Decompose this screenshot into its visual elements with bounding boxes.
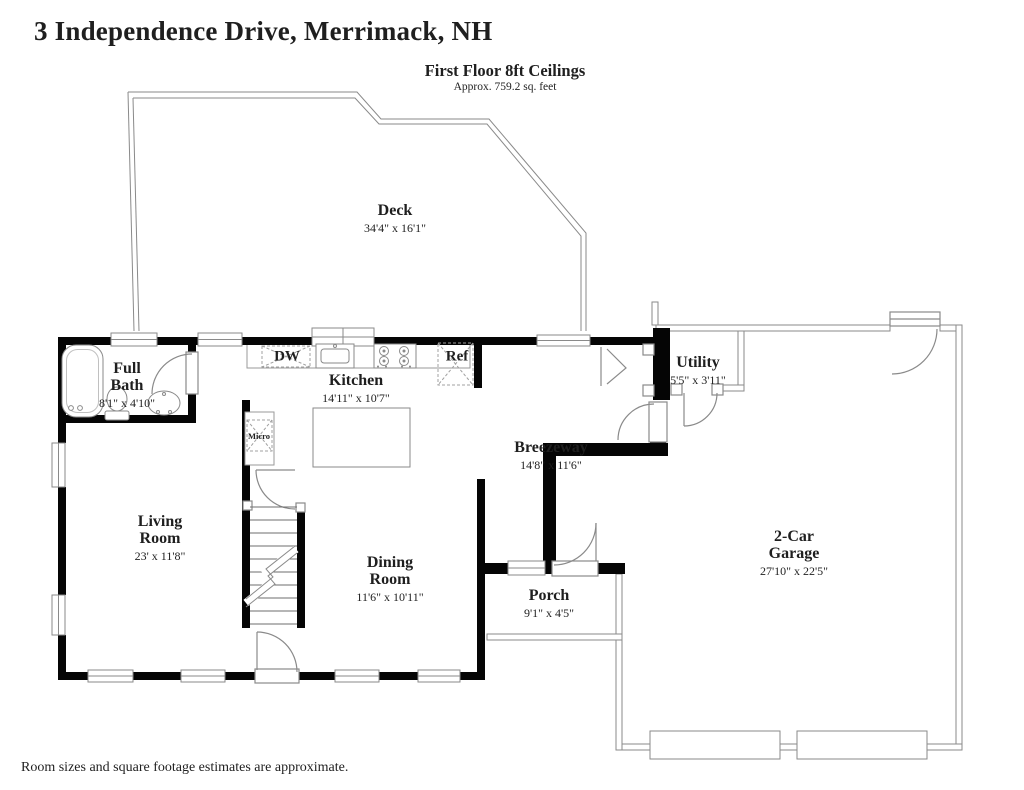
room-dims: 14'11" x 10'7" [322, 390, 390, 405]
utility-door [671, 384, 723, 426]
refrigerator-label: Ref [445, 348, 469, 365]
room-name: Porch [528, 587, 570, 604]
room-dims: 14'8" x 11'6" [520, 457, 582, 472]
page-title: 3 Independence Drive, Merrimack, NH [34, 16, 493, 46]
bifold-closet-door [601, 344, 654, 396]
room-name: 2-Car Garage [768, 528, 820, 562]
garage-entry-door [890, 312, 940, 374]
room-label-full-bath [99, 361, 155, 411]
window [52, 595, 65, 635]
room-name: Full Bath [110, 360, 144, 394]
window [418, 670, 460, 682]
porch-walls [487, 634, 622, 640]
staircase [246, 507, 297, 624]
living-room-door [255, 632, 299, 683]
microwave-label: Micro [247, 431, 271, 441]
window [198, 333, 242, 346]
kitchen-sink [316, 344, 354, 368]
bath-door [152, 352, 198, 394]
room-name: Kitchen [328, 372, 384, 389]
room-dims: 8'1" x 4'10" [98, 395, 156, 410]
room-dims: 23' x 11'8" [134, 548, 186, 563]
room-label-garage [760, 529, 828, 579]
room-name: Living Room [137, 513, 183, 547]
room-label-porch [524, 588, 574, 621]
floor-approx-area: Approx. 759.2 sq. feet [453, 81, 557, 93]
kitchen-island [313, 408, 410, 467]
bathtub [62, 345, 103, 417]
garage-door-left [650, 731, 780, 759]
window [537, 335, 590, 346]
disclaimer: Room sizes and square footage estimates are approximate. [21, 760, 349, 775]
room-name: Dining Room [366, 554, 414, 588]
window [335, 670, 379, 682]
room-dims: 5'5" x 3'11" [670, 372, 726, 387]
window [181, 670, 225, 682]
breezeway-garage-door [618, 402, 667, 442]
room-label-living-room [134, 514, 186, 564]
garage-door-right [797, 731, 927, 759]
room-label-deck [364, 203, 426, 236]
room-label-breezeway [514, 440, 587, 473]
window [88, 670, 133, 682]
room-dims: 27'10" x 22'5" [759, 563, 829, 578]
window [52, 443, 65, 487]
room-dims: 9'1" x 4'5" [523, 605, 575, 620]
stove [374, 344, 416, 368]
room-dims: 11'6" x 10'11" [356, 589, 424, 604]
porch-door [552, 523, 598, 576]
floor-title: First Floor 8ft Ceilings [424, 61, 586, 80]
dishwasher-label: DW [274, 348, 300, 365]
room-name: Deck [377, 202, 413, 219]
porch-window [508, 561, 545, 575]
kitchen-window [312, 328, 374, 346]
room-dims: 34'4" x 16'1" [363, 220, 427, 235]
window [111, 333, 157, 346]
room-name: Breezeway [514, 439, 588, 456]
room-name: Utility [676, 354, 720, 371]
room-label-kitchen [322, 373, 390, 406]
room-label-dining-room [356, 555, 423, 605]
stairs-door [243, 470, 305, 512]
deck-outline [128, 92, 586, 331]
room-label-utility [670, 355, 726, 388]
